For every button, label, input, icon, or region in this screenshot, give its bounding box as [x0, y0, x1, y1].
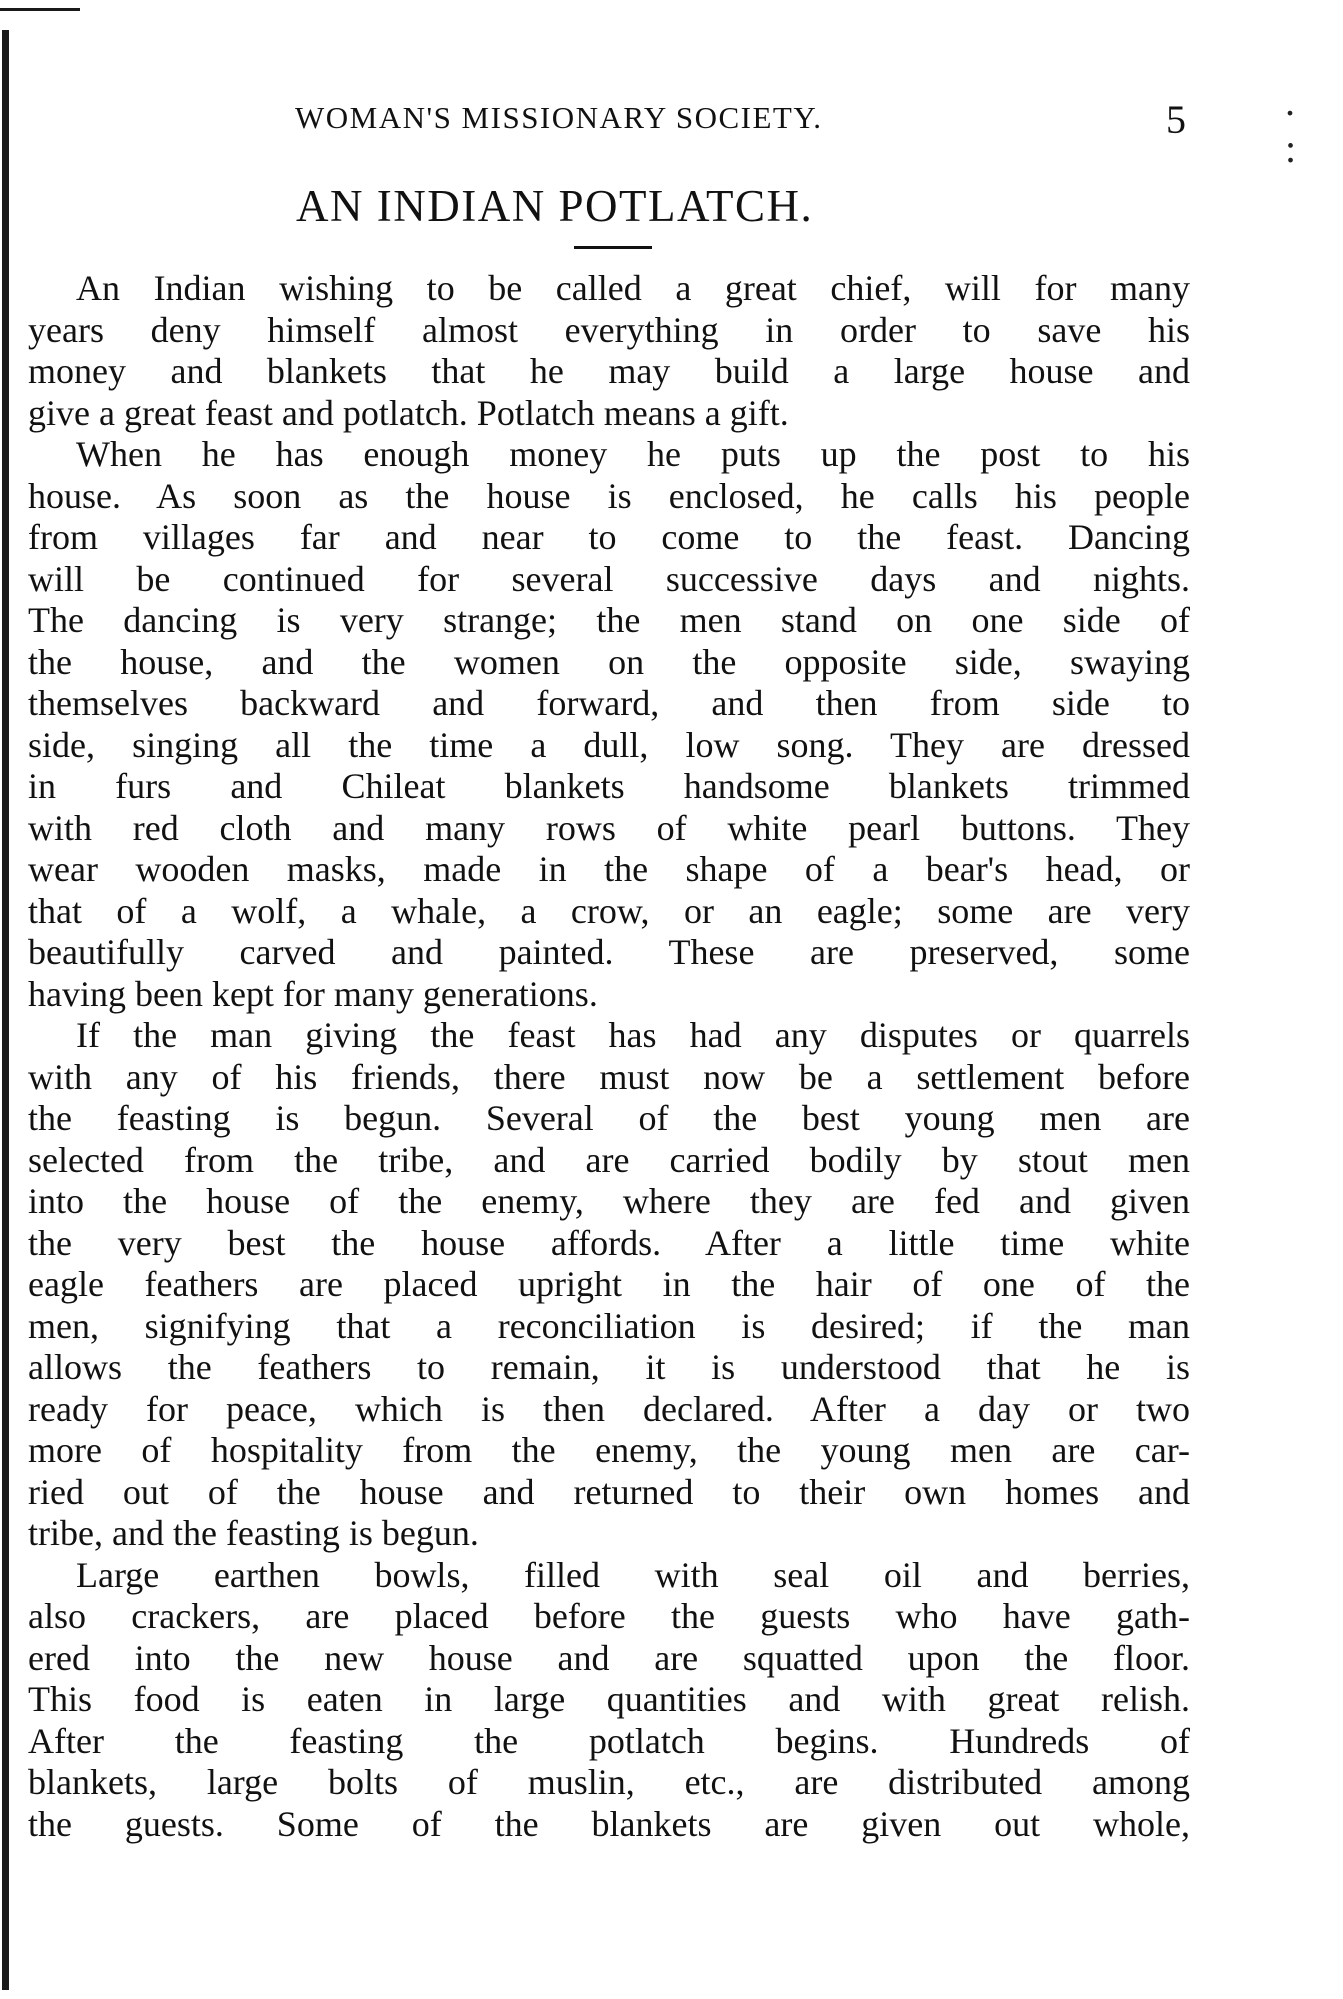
- text-line: If the man giving the feast has had any disputes or quarrels: [76, 1015, 1190, 1055]
- text-line: men, signifying that a reconciliation is desired; if the man: [28, 1305, 1190, 1346]
- text-line: from villages far and near to come to the feast. Dancing: [28, 517, 1190, 557]
- text-line: with any of his friends, there must now be a settlement before: [28, 1056, 1190, 1097]
- text-line: the very best the house affords. After a little time white: [28, 1222, 1190, 1263]
- article-body: [28, 268, 1190, 1845]
- text-line: the guests. Some of the blankets are given out whole,: [28, 1803, 1190, 1844]
- text-line: that of a wolf, a whale, a crow, or an eagle; some are very: [28, 890, 1190, 931]
- text-line: When he has enough money he puts up the post to his: [76, 434, 1190, 474]
- text-line: allows the feathers to remain, it is understood that he is: [28, 1347, 1190, 1387]
- text-line: An Indian wishing to be called a great chief, will for many: [76, 268, 1190, 308]
- text-line: more of hospitality from the enemy, the young men are car-: [28, 1430, 1190, 1470]
- text-line: the house, and the women on the opposite side, swaying: [28, 641, 1190, 682]
- text-line: selected from the tribe, and are carried bodily by stout men: [28, 1139, 1190, 1180]
- text-line: themselves backward and forward, and then from side to: [28, 683, 1190, 723]
- text-line: blankets, large bolts of muslin, etc., are distributed among: [28, 1762, 1190, 1802]
- text-line: ready for peace, which is then declared. After a day or two: [28, 1388, 1190, 1429]
- text-line: having been kept for many generations.: [28, 973, 598, 1014]
- scan-mark: [0, 8, 80, 11]
- text-line: After the feasting the potlatch begins. Hundreds of: [28, 1720, 1190, 1761]
- text-line: also crackers, are placed before the guests who have gath-: [28, 1596, 1190, 1636]
- text-line: with red cloth and many rows of white pearl buttons. They: [28, 807, 1190, 848]
- text-line: ered into the new house and are squatted upon the floor.: [28, 1637, 1190, 1678]
- text-line: years deny himself almost everything in order to save his: [28, 309, 1190, 350]
- text-line: money and blankets that he may build a large house and: [28, 351, 1190, 391]
- text-line: Large earthen bowls, filled with seal oil and berries,: [76, 1554, 1190, 1595]
- text-line: side, singing all the time a dull, low song. They are dressed: [28, 724, 1190, 765]
- binding-edge-shadow: [2, 30, 9, 1990]
- text-line: wear wooden masks, made in the shape of a bear's head, or: [28, 849, 1190, 889]
- text-line: tribe, and the feasting is begun.: [28, 1513, 479, 1553]
- title-divider: [574, 246, 652, 249]
- text-line: eagle feathers are placed upright in the hair of one of the: [28, 1264, 1190, 1304]
- text-line: house. As soon as the house is enclosed, he calls his people: [28, 475, 1190, 516]
- text-line: in furs and Chileat blankets handsome blankets trimmed: [28, 766, 1190, 806]
- article-title: AN INDIAN POTLATCH.: [296, 181, 814, 231]
- text-line: give a great feast and potlatch. Potlatch means a gift.: [28, 392, 789, 433]
- text-line: beautifully carved and painted. These are preserved, some: [28, 932, 1190, 972]
- text-line: into the house of the enemy, where they are fed and given: [28, 1181, 1190, 1221]
- text-line: will be continued for several successive days and nights.: [28, 558, 1190, 599]
- text-line: The dancing is very strange; the men stand on one side of: [28, 600, 1190, 640]
- margin-specks: . :: [1285, 79, 1309, 171]
- running-header: WOMAN'S MISSIONARY SOCIETY.: [295, 100, 823, 135]
- text-line: the feasting is begun. Several of the best young men are: [28, 1098, 1190, 1138]
- text-line: This food is eaten in large quantities and with great relish.: [28, 1679, 1190, 1719]
- text-line: ried out of the house and returned to their own homes and: [28, 1471, 1190, 1512]
- page-number: 5: [1166, 97, 1186, 142]
